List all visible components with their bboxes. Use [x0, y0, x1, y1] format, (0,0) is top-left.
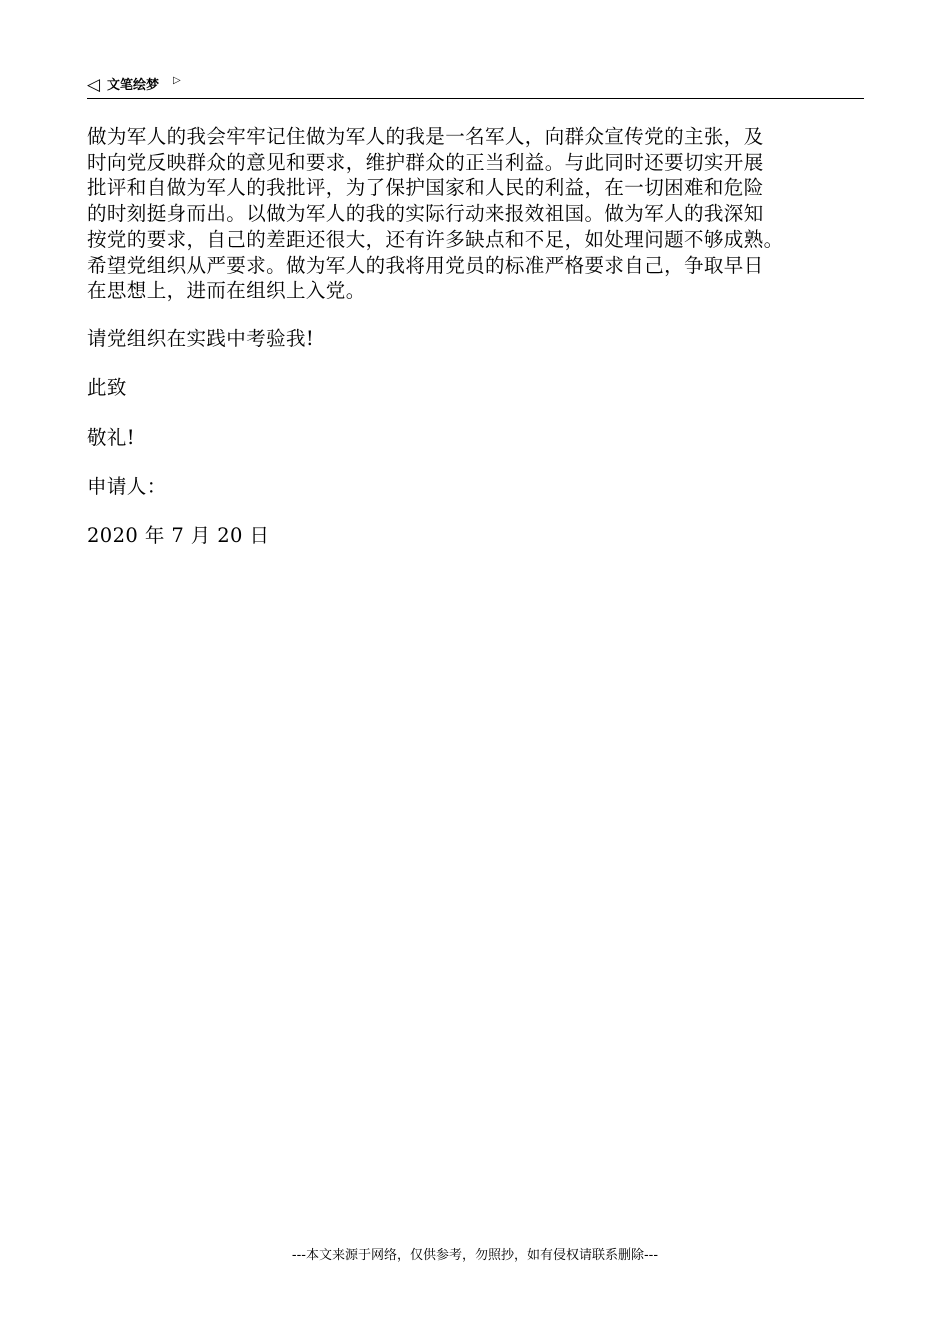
date-line: 2020 年 7 月 20 日 [87, 524, 270, 547]
applicant-line: 申请人： [87, 475, 167, 498]
right-triangle-icon: ▷ [173, 75, 181, 86]
document-body [87, 124, 877, 547]
paragraph-line: 时向党反映群众的意见和要求，维护群众的正当利益。与此同时还要切实开展 [87, 150, 764, 174]
salute-line: 敬礼! [87, 426, 136, 449]
left-triangle-icon: ◁ [87, 75, 101, 95]
main-paragraph [87, 124, 877, 304]
closing-line: 此致 [87, 376, 127, 399]
page-header [87, 74, 864, 99]
paragraph-line: 在思想上，进而在组织上入党。 [87, 279, 366, 303]
paragraph-line: 批评和自做为军人的我批评，为了保护国家和人民的利益，在一切困难和危险 [87, 176, 764, 200]
paragraph-line: 希望党组织从严要求。做为军人的我将用党员的标准严格要求自己，争取早日 [87, 253, 764, 277]
paragraph-line: 按党的要求，自己的差距还很大，还有许多缺点和不足，如处理问题不够成熟。 [87, 227, 784, 251]
header-title: 文笔绘梦 [107, 78, 160, 93]
page-footer: ---本文来源于网络，仅供参考，勿照抄，如有侵权请联系删除--- [291, 1248, 659, 1263]
request-line: 请党组织在实践中考验我! [87, 327, 315, 350]
paragraph-line: 的时刻挺身而出。以做为军人的我的实际行动来报效祖国。做为军人的我深知 [87, 202, 764, 226]
paragraph-line: 做为军人的我会牢牢记住做为军人的我是一名军人，向群众宣传党的主张，及 [87, 125, 764, 148]
